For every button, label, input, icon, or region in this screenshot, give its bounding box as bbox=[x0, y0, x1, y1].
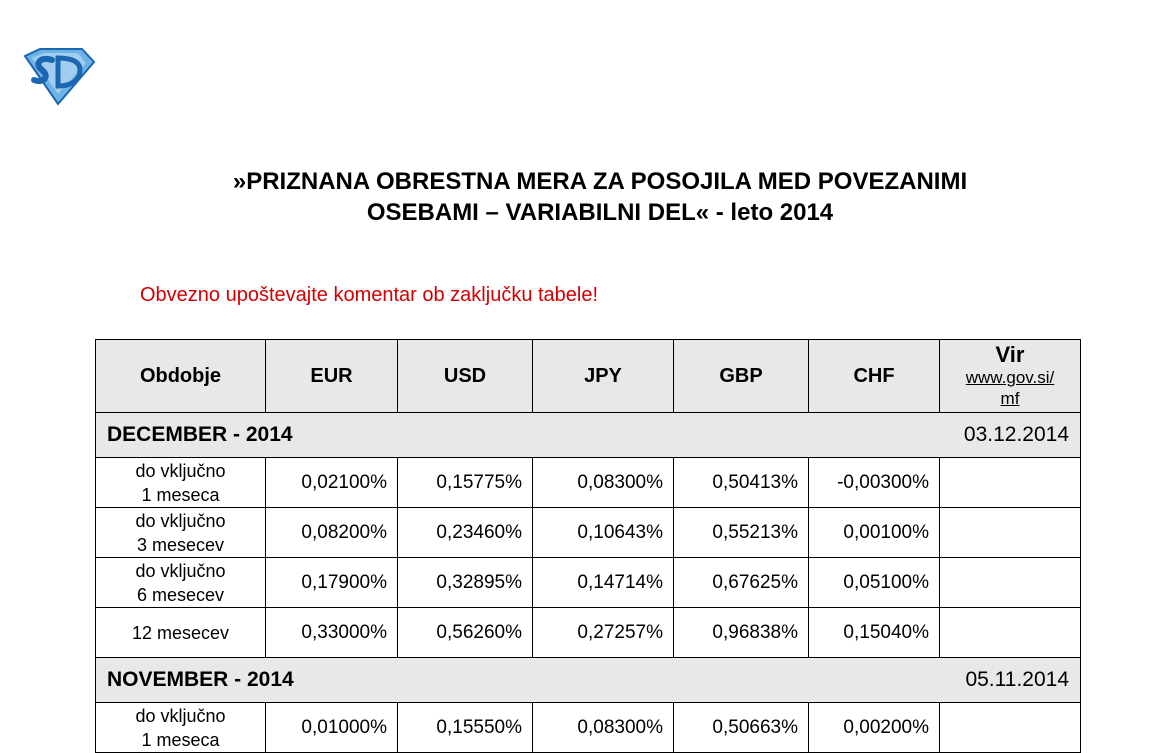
gbp-cell: 0,96838% bbox=[674, 608, 809, 658]
period-cell bbox=[96, 558, 266, 608]
period-line-1: do vključno bbox=[135, 510, 226, 531]
period-line-2: 1 meseca bbox=[141, 484, 220, 505]
title-line-2: OSEBAMI – VARIABILNI DEL« - leto 2014 bbox=[366, 199, 834, 226]
section-date: 03.12.2014 bbox=[940, 413, 1081, 458]
eur-cell: 0,01000% bbox=[266, 703, 398, 753]
eur-cell: 0,08200% bbox=[266, 508, 398, 558]
header-row bbox=[96, 340, 1081, 413]
chf-cell: -0,00300% bbox=[809, 458, 940, 508]
gbp-cell: 0,55213% bbox=[674, 508, 809, 558]
source-link-line-2[interactable]: mf bbox=[1000, 389, 1020, 408]
period-line-1: do vključno bbox=[135, 705, 226, 726]
chf-cell: 0,00200% bbox=[809, 703, 940, 753]
usd-cell: 0,15550% bbox=[398, 703, 533, 753]
header-chf: CHF bbox=[809, 340, 940, 413]
table-row bbox=[96, 558, 1081, 608]
period-line-2: 3 mesecev bbox=[136, 534, 225, 555]
usd-cell: 0,23460% bbox=[398, 508, 533, 558]
eur-cell: 0,17900% bbox=[266, 558, 398, 608]
period-cell bbox=[96, 508, 266, 558]
header-source-label: Vir bbox=[995, 342, 1025, 367]
header-jpy: JPY bbox=[533, 340, 674, 413]
gbp-cell: 0,50413% bbox=[674, 458, 809, 508]
section-name: DECEMBER - 2014 bbox=[96, 413, 940, 458]
source-cell bbox=[940, 608, 1081, 658]
table-row bbox=[96, 508, 1081, 558]
chf-cell: 0,00100% bbox=[809, 508, 940, 558]
usd-cell: 0,32895% bbox=[398, 558, 533, 608]
jpy-cell: 0,10643% bbox=[533, 508, 674, 558]
source-cell bbox=[940, 508, 1081, 558]
sd-logo bbox=[22, 48, 96, 106]
period-cell bbox=[96, 608, 266, 658]
period-line-1: do vključno bbox=[135, 560, 226, 581]
source-link-line-1[interactable]: www.gov.si/ bbox=[965, 368, 1055, 387]
table-row bbox=[96, 608, 1081, 658]
period-cell bbox=[96, 458, 266, 508]
header-source bbox=[940, 340, 1081, 413]
table-row bbox=[96, 458, 1081, 508]
section-date: 05.11.2014 bbox=[940, 658, 1081, 703]
header-usd: USD bbox=[398, 340, 533, 413]
header-eur: EUR bbox=[266, 340, 398, 413]
gbp-cell: 0,50663% bbox=[674, 703, 809, 753]
period-line-2: 6 mesecev bbox=[136, 584, 225, 605]
page-title bbox=[100, 166, 1100, 228]
section-row bbox=[96, 413, 1081, 458]
period-cell bbox=[96, 703, 266, 753]
eur-cell: 0,02100% bbox=[266, 458, 398, 508]
jpy-cell: 0,08300% bbox=[533, 458, 674, 508]
header-gbp: GBP bbox=[674, 340, 809, 413]
gbp-cell: 0,67625% bbox=[674, 558, 809, 608]
section-name: NOVEMBER - 2014 bbox=[96, 658, 940, 703]
source-cell bbox=[940, 558, 1081, 608]
usd-cell: 0,56260% bbox=[398, 608, 533, 658]
usd-cell: 0,15775% bbox=[398, 458, 533, 508]
jpy-cell: 0,27257% bbox=[533, 608, 674, 658]
header-period: Obdobje bbox=[96, 340, 266, 413]
source-cell bbox=[940, 458, 1081, 508]
source-cell bbox=[940, 703, 1081, 753]
chf-cell: 0,05100% bbox=[809, 558, 940, 608]
notice-text: Obvezno upoštevajte komentar ob zaključku tabele! bbox=[140, 284, 599, 306]
jpy-cell: 0,08300% bbox=[533, 703, 674, 753]
period-line-1: do vključno bbox=[135, 460, 226, 481]
table-row bbox=[96, 703, 1081, 753]
section-row bbox=[96, 658, 1081, 703]
period-line-1: 12 mesecev bbox=[131, 622, 230, 643]
jpy-cell: 0,14714% bbox=[533, 558, 674, 608]
chf-cell: 0,15040% bbox=[809, 608, 940, 658]
rates-table bbox=[95, 339, 1081, 753]
period-line-2: 1 meseca bbox=[141, 729, 220, 750]
title-line-1: »PRIZNANA OBRESTNA MERA ZA POSOJILA MED POVEZANIMI bbox=[232, 168, 968, 195]
eur-cell: 0,33000% bbox=[266, 608, 398, 658]
